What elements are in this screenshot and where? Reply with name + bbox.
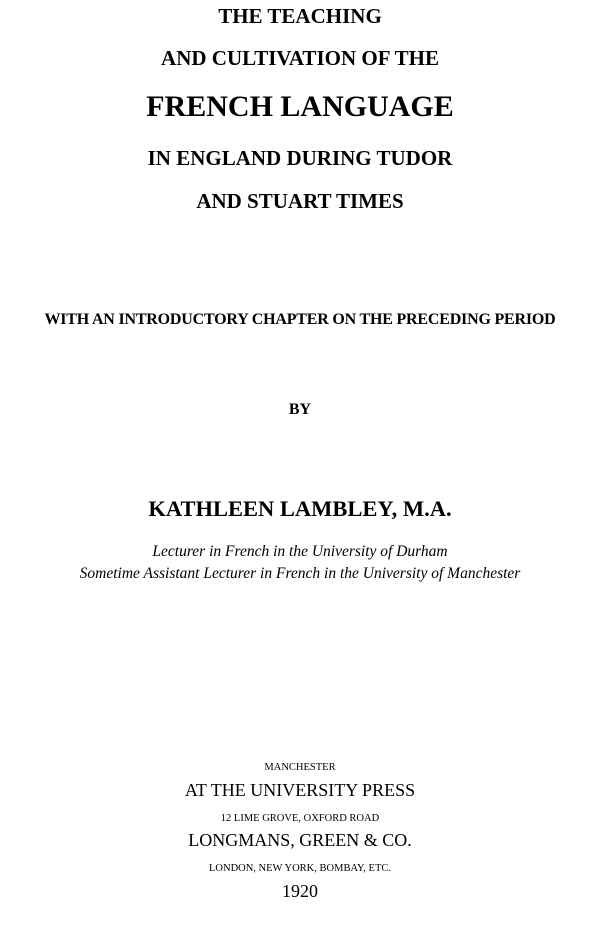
author-position-1: Lecturer in French in the University of Durham [152, 543, 448, 560]
title-line-4: IN ENGLAND DURING TUDOR [147, 146, 453, 170]
title-line-5: AND STUART TIMES [196, 189, 404, 213]
author-name: KATHLEEN LAMBLEY, M.A. [148, 496, 452, 521]
copublisher: LONGMANS, GREEN & CO. [188, 830, 412, 850]
title-line-1: THE TEACHING [218, 4, 382, 28]
author-position-2: Sometime Assistant Lecturer in French in the University of Manchester [79, 565, 521, 582]
publisher-press: AT THE UNIVERSITY PRESS [184, 780, 416, 800]
publisher-address: 12 LIME GROVE, OXFORD ROAD [220, 813, 380, 824]
title-line-3: FRENCH LANGUAGE [146, 90, 454, 123]
title-line-2: AND CULTIVATION OF THE [161, 46, 439, 70]
publisher-city: MANCHESTER [264, 762, 336, 773]
publication-year: 1920 [282, 881, 318, 901]
subtitle: WITH AN INTRODUCTORY CHAPTER ON THE PRECEDING PERIOD [44, 311, 556, 328]
by-line: BY [288, 401, 312, 418]
publisher-locations: LONDON, NEW YORK, BOMBAY, ETC. [208, 863, 391, 874]
